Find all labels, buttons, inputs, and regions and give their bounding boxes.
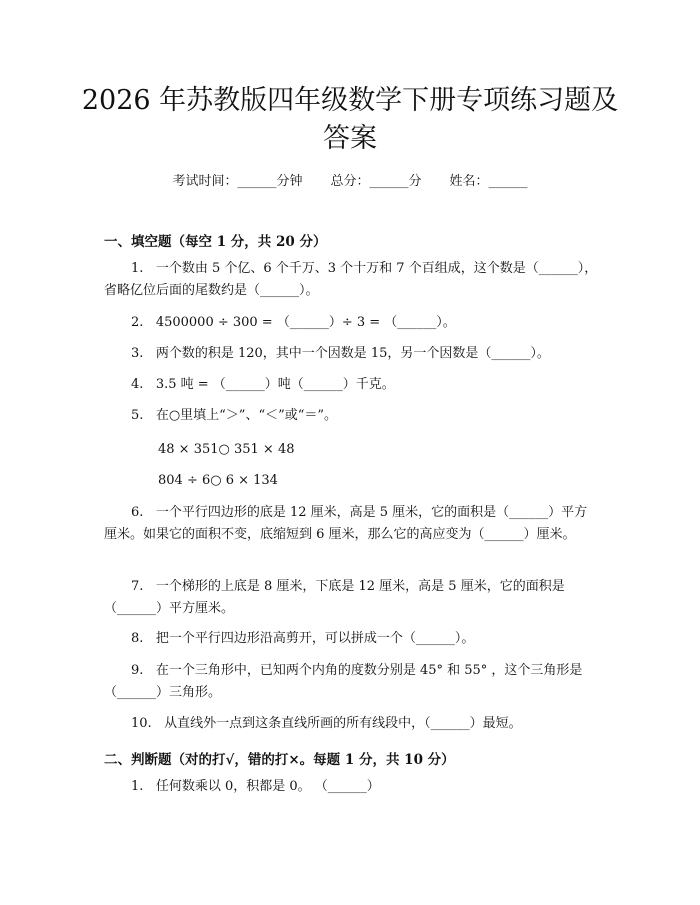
question-2-1: 1. 任何数乘以 0，积都是 0。 （______） xyxy=(131,779,380,794)
question-1-8: 8. 把一个平行四边形沿高剪开，可以拼成一个（______）。 xyxy=(131,631,475,646)
question-1-2: 2. 4500000 ÷ 300 = （______）÷ 3 = （______）。 xyxy=(131,315,456,330)
title-line-2: 答案 xyxy=(323,123,377,154)
page-title xyxy=(60,82,640,158)
question-1-1: 1. 一个数由 5 个亿、6 个千万、3 个十万和 7 个百组成，这个数是（______），省略亿位后面的尾数约是（______）。 xyxy=(104,261,598,298)
section-2-title: 二、判断题（对的打√，错的打×。每题 1 分，共 10 分） xyxy=(104,752,455,768)
comparison-expression-2: 804 ÷ 6○ 6 × 134 xyxy=(158,473,278,488)
exam-meta xyxy=(0,170,700,189)
student-name: 姓名：______ xyxy=(449,174,528,189)
question-1-3: 3. 两个数的积是 120，其中一个因数是 15，另一个因数是（______）。 xyxy=(131,346,550,361)
section-1-title: 一、填空题（每空 1 分，共 20 分） xyxy=(104,234,327,250)
comparison-expression-1: 48 × 351○ 351 × 48 xyxy=(158,442,295,457)
question-1-10: 10. 从直线外一点到这条直线所画的所有线段中，（______）最短。 xyxy=(131,716,522,731)
exam-time: 考试时间：______分钟 xyxy=(172,174,303,189)
question-1-7: 7. 一个梯形的上底是 8 厘米，下底是 12 厘米，高是 5 厘米，它的面积是（______）平方厘米。 xyxy=(104,579,565,616)
question-1-6: 6. 一个平行四边形的底是 12 厘米，高是 5 厘米，它的面积是（______）平方厘米。如果它的面积不变，底缩短到 6 厘米，那么它的高应变为（______）厘米。 xyxy=(104,505,588,542)
title-line-1: 2026 年苏教版四年级数学下册专项练习题及 xyxy=(81,85,619,116)
exam-score: 总分：______分 xyxy=(330,174,422,189)
question-1-4: 4. 3.5 吨 = （______）吨（______）千克。 xyxy=(131,377,395,392)
question-1-5: 5. 在○里填上“＞”、“＜”或“＝”。 xyxy=(131,408,338,423)
question-1-9: 9. 在一个三角形中，已知两个内角的度数分别是 45° 和 55° ，这个三角形是（______）三角形。 xyxy=(104,663,583,700)
